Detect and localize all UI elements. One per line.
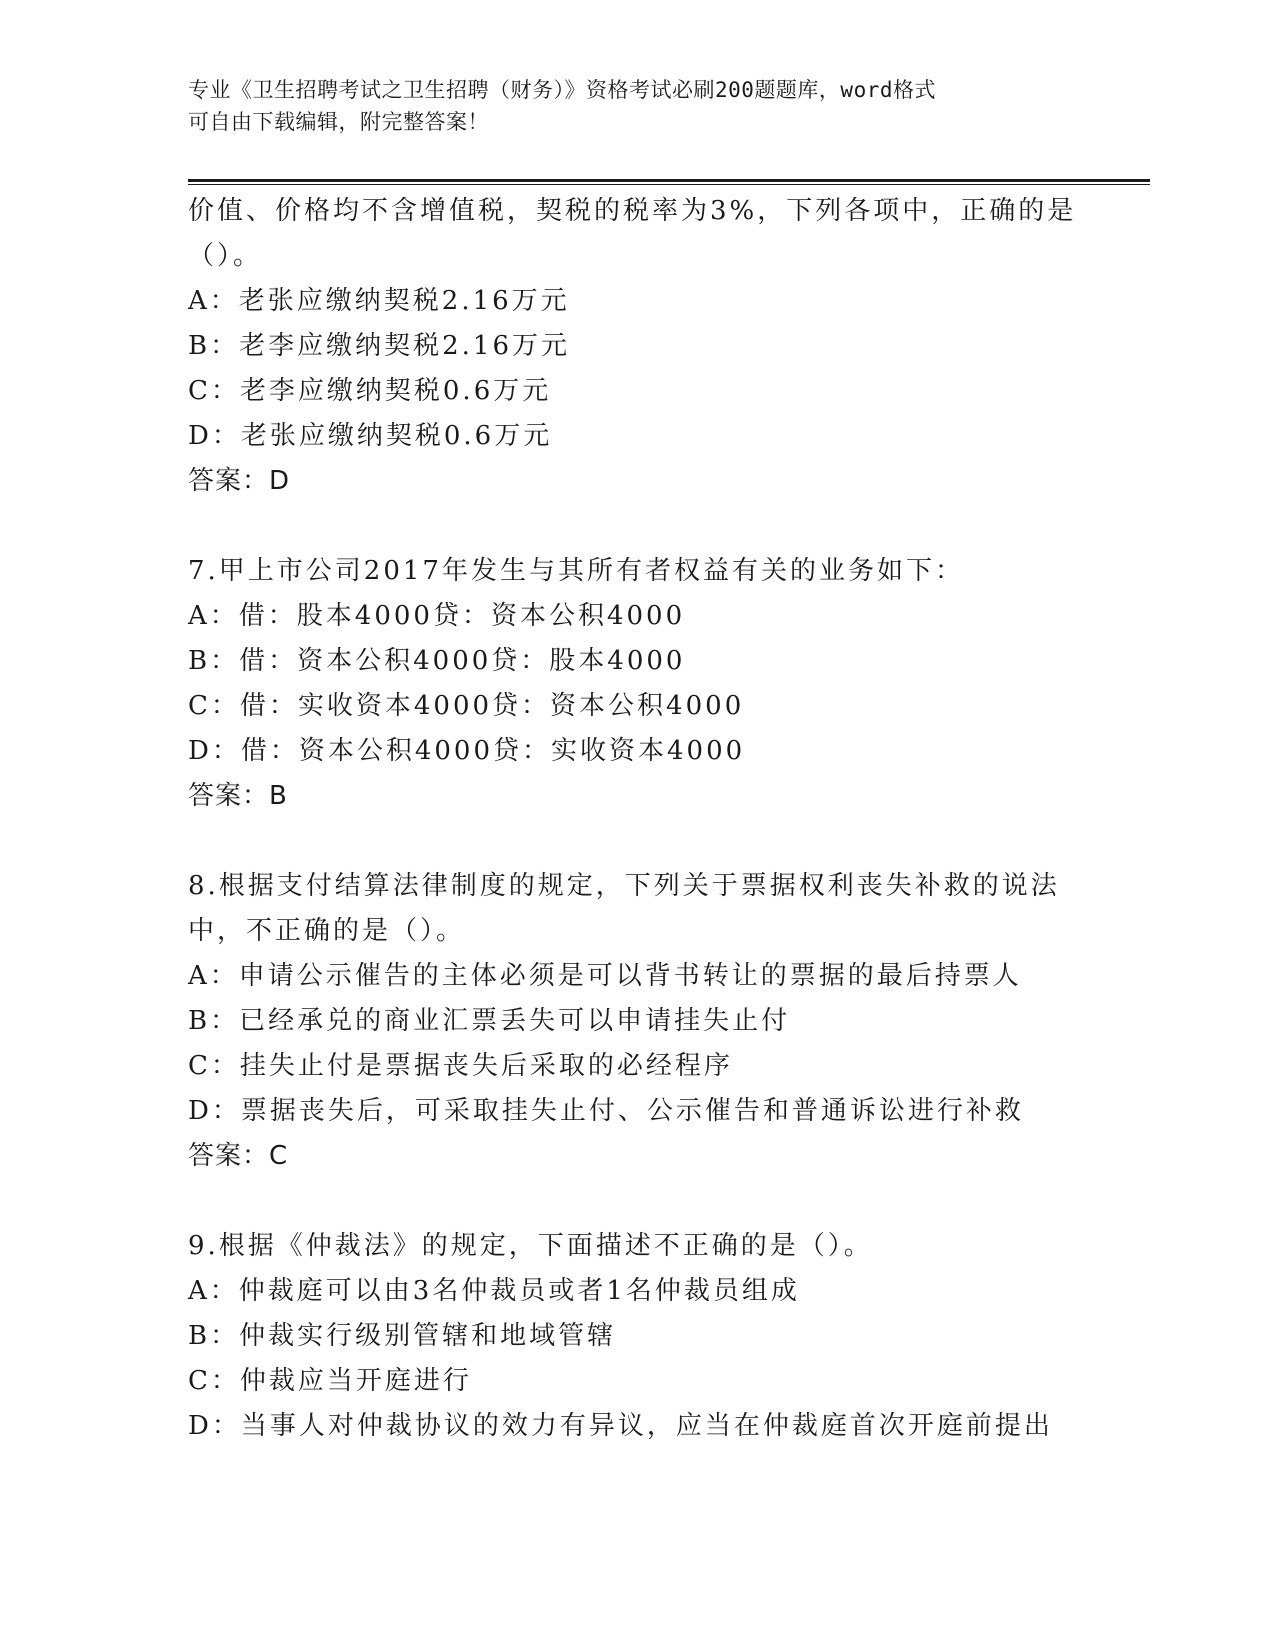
option-c: C：借：实收资本4000贷：资本公积4000 xyxy=(188,691,745,721)
question-stem: 9.根据《仲裁法》的规定，下面描述不正确的是（）。 xyxy=(188,1231,873,1261)
question-stem: 中，不正确的是（）。 xyxy=(188,916,466,946)
question-spacer xyxy=(188,819,1088,864)
header-title-line-1: 专业《卫生招聘考试之卫生招聘（财务）》资格考试必刷200题题库，word格式 xyxy=(188,78,936,102)
option-b: B：老李应缴纳契税2.16万元 xyxy=(188,331,570,361)
question-stem: 价值、价格均不含增值税，契税的税率为3%，下列各项中，正确的是 xyxy=(188,196,1077,226)
option-d: D：老张应缴纳契税0.6万元 xyxy=(188,421,553,451)
option-a: A：仲裁庭可以由3名仲裁员或者1名仲裁员组成 xyxy=(188,1276,800,1306)
option-b: B：已经承兑的商业汇票丢失可以申请挂失止付 xyxy=(188,1006,791,1036)
option-d: D：借：资本公积4000贷：实收资本4000 xyxy=(188,736,746,766)
option-a: A：申请公示催告的主体必须是可以背书转让的票据的最后持票人 xyxy=(188,961,1022,991)
answer-label: 答案：B xyxy=(188,781,288,811)
question-8 xyxy=(188,864,1088,1179)
option-b: B：借：资本公积4000贷：股本4000 xyxy=(188,646,686,676)
option-a: A：借：股本4000贷：资本公积4000 xyxy=(188,601,686,631)
question-stem: 8.根据支付结算法律制度的规定，下列关于票据权利丧失补救的说法 xyxy=(188,871,1060,901)
answer-label: 答案：C xyxy=(188,1141,289,1171)
header-title-line-2: 可自由下载编辑，附完整答案！ xyxy=(188,110,489,134)
option-c: C：仲裁应当开庭进行 xyxy=(188,1366,472,1396)
question-spacer xyxy=(188,504,1088,549)
option-b: B：仲裁实行级别管辖和地域管辖 xyxy=(188,1321,617,1351)
option-d: D：当事人对仲裁协议的效力有异议，应当在仲裁庭首次开庭前提出 xyxy=(188,1411,1053,1441)
option-d: D：票据丧失后，可采取挂失止付、公示催告和普通诉讼进行补救 xyxy=(188,1096,1024,1126)
option-c: C：老李应缴纳契税0.6万元 xyxy=(188,376,552,406)
document-header xyxy=(188,74,1068,138)
question-list xyxy=(188,189,1088,1449)
question-spacer xyxy=(188,1179,1088,1224)
question-6 xyxy=(188,189,1088,504)
option-c: C：挂失止付是票据丧失后采取的必经程序 xyxy=(188,1051,733,1081)
header-rule-thick xyxy=(188,179,1150,182)
question-9 xyxy=(188,1224,1088,1449)
header-rule-thin xyxy=(188,184,1150,185)
option-a: A：老张应缴纳契税2.16万元 xyxy=(188,286,570,316)
answer-label: 答案：D xyxy=(188,466,291,496)
question-stem: 7.甲上市公司2017年发生与其所有者权益有关的业务如下： xyxy=(188,556,964,586)
question-stem: （）。 xyxy=(188,241,263,271)
question-7 xyxy=(188,549,1088,819)
